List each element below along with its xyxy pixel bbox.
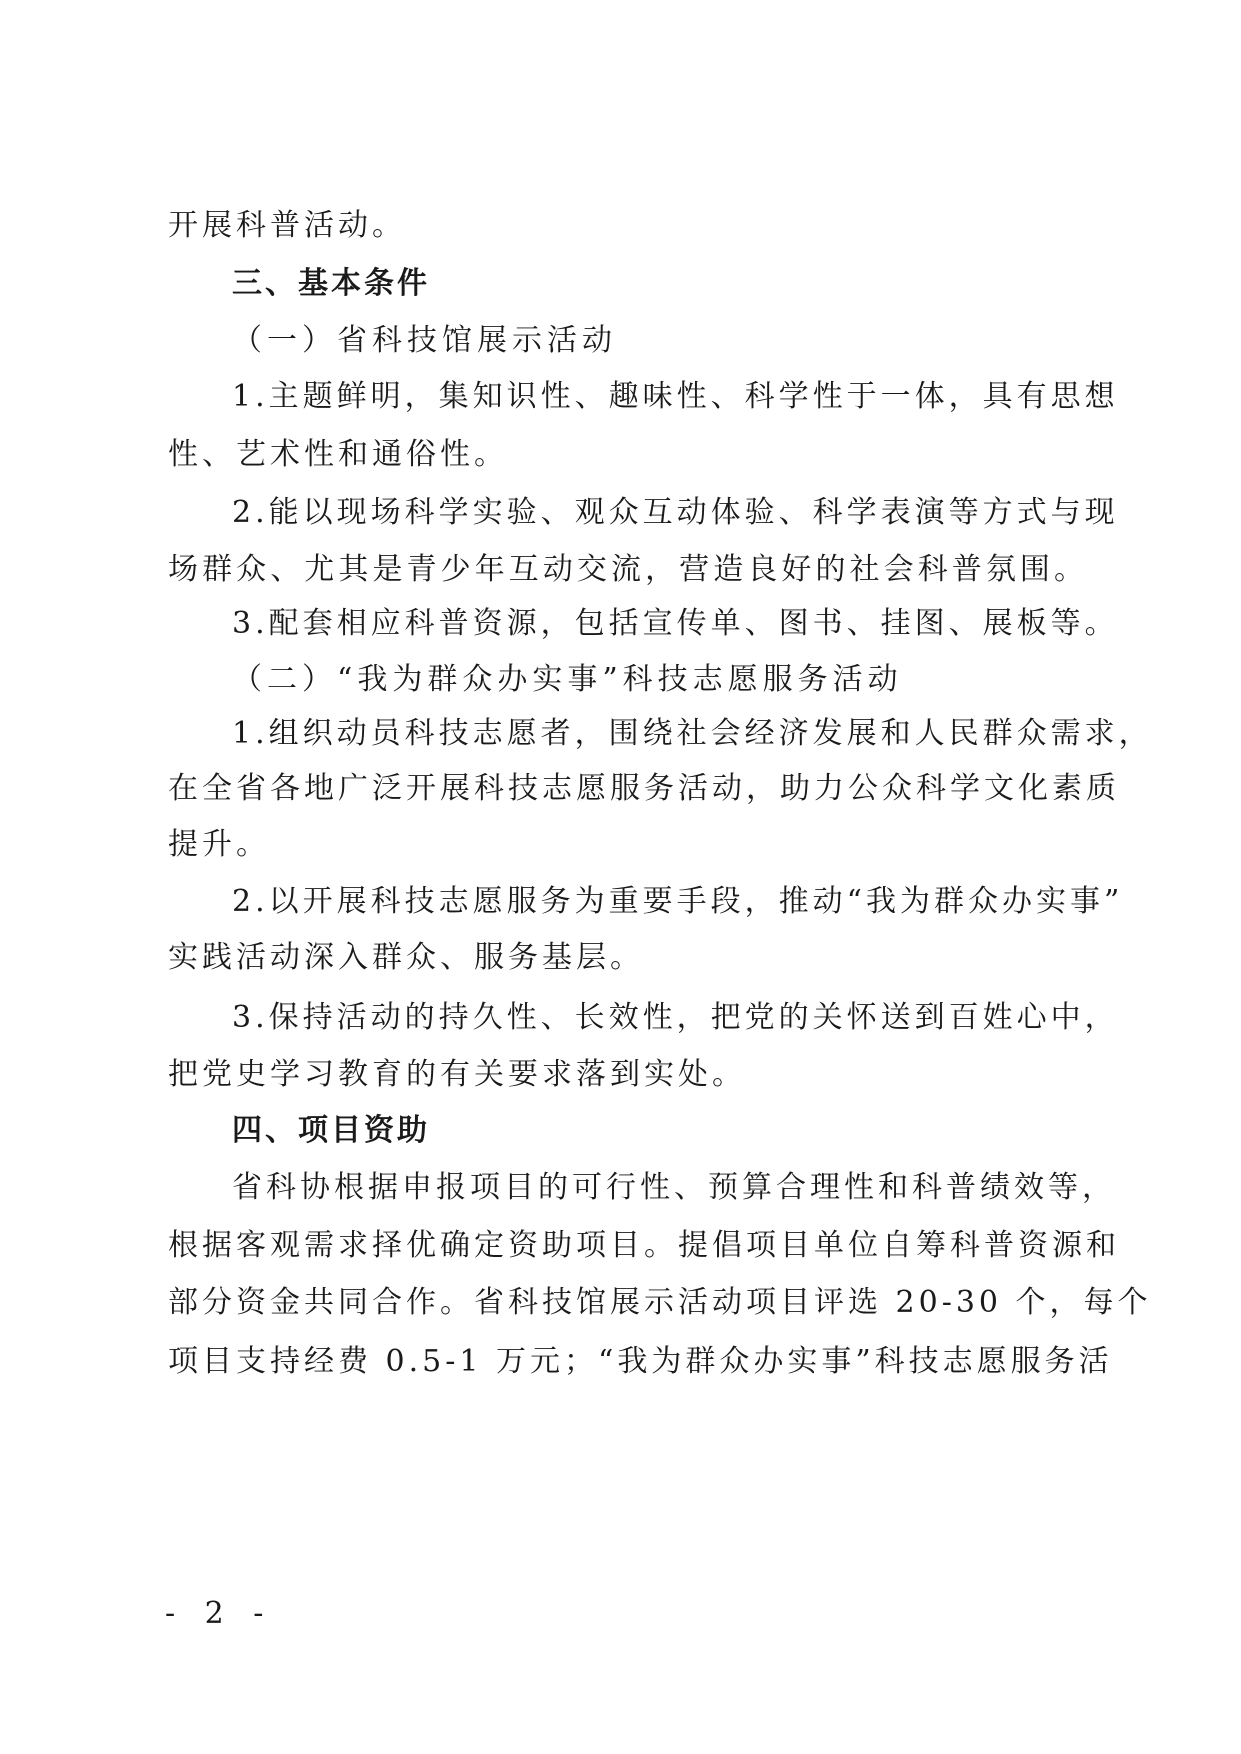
body-line: 省科协根据申报项目的可行性、预算合理性和科普绩效等， — [232, 1170, 1116, 1205]
body-line: 3.配套相应科普资源，包括宣传单、图书、挂图、展板等。 — [232, 606, 1119, 641]
body-line: 场群众、尤其是青少年互动交流，营造良好的社会科普氛围。 — [168, 552, 1088, 587]
body-line: 在全省各地广泛开展科技志愿服务活动，助力公众科学文化素质 — [168, 771, 1120, 806]
body-line: 项目支持经费 0.5-1 万元；“我为群众办实事”科技志愿服务活 — [168, 1344, 1113, 1379]
page-number: - 2 - — [165, 1596, 274, 1631]
body-line: 开展科普活动。 — [168, 208, 406, 243]
body-line: 提升。 — [168, 827, 270, 862]
body-line: 实践活动深入群众、服务基层。 — [168, 940, 644, 975]
section-heading: 三、基本条件 — [232, 266, 430, 301]
body-line: 性、艺术性和通俗性。 — [168, 437, 508, 472]
body-line: 2.能以现场科学实验、观众互动体验、科学表演等方式与现 — [232, 495, 1119, 530]
body-line: 1.组织动员科技志愿者，围绕社会经济发展和人民群众需求， — [232, 716, 1153, 751]
subsection-heading: （二）“我为群众办实事”科技志愿服务活动 — [232, 662, 903, 697]
body-line: 把党史学习教育的有关要求落到实处。 — [168, 1057, 746, 1092]
body-line: 3.保持活动的持久性、长效性，把党的关怀送到百姓心中， — [232, 1000, 1119, 1035]
body-line: 2.以开展科技志愿服务为重要手段，推动“我为群众办实事” — [232, 884, 1124, 919]
section-heading: 四、项目资助 — [232, 1113, 430, 1148]
body-line: 部分资金共同合作。省科技馆展示活动项目评选 20-30 个，每个 — [168, 1285, 1152, 1320]
body-line: 根据客观需求择优确定资助项目。提倡项目单位自筹科普资源和 — [168, 1228, 1120, 1263]
subsection-heading: （一）省科技馆展示活动 — [232, 323, 617, 358]
body-line: 1.主题鲜明，集知识性、趣味性、科学性于一体，具有思想 — [232, 379, 1119, 414]
